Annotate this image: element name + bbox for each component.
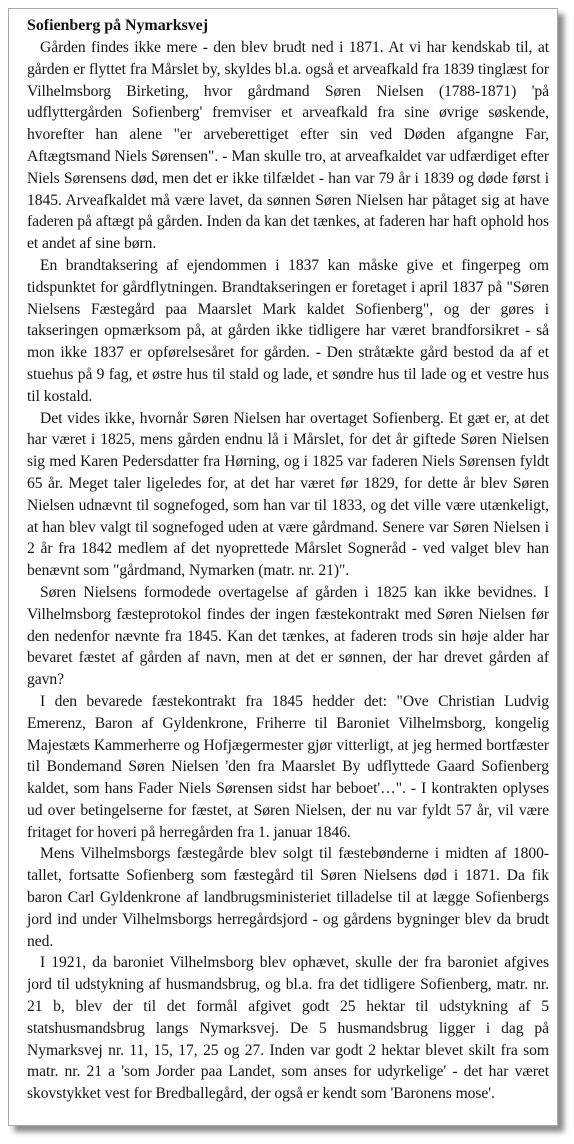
article-body	[27, 15, 549, 1105]
paragraph-5: I den bevarede fæstekontrakt fra 1845 hedder det: "Ove Christian Ludvig Emerenz, Baron af Gyldenkrone, Friherre til Baroniet Vilhelmsborg, kongelig Majestæts Kammerherre og Hofjægermester gjør vitterligt, at jeg hermed bortfæster til Bondemand Søren Nielsen 'den fra Maarslet By udflyttede Gaard Sofienberg kaldet, som hans Fader Niels Sørensen sidst har beboet'…". - I kontrakten oplyses ud over betingelserne for fæstet, at Søren Nielsen, der nu var fyldt 57 år, vil være fritaget for hoveri på herregården fra 1. januar 1846.	[27, 692, 549, 841]
paragraph-6: Mens Vilhelmsborgs fæstegårde blev solgt til fæstebønderne i midten af 1800-tallet, fortsatte Sofienberg som fæstegård til Søren Nielsens død i 1871. Da fik baron Carl Gyldenkrone af landbrugsministeriet tilladelse til at lægge Sofienbergs jord ind under Vilhelmsborgs herregårdsjord - og gårdens bygninger blev da brudt ned.	[27, 845, 549, 950]
paragraph-1: Gården findes ikke mere - den blev brudt ned i 1871. At vi har kendskab til, at gården er flyttet fra Mårslet by, skyldes bl.a. også et arveafkald fra 1839 tinglæst for Vilhelmsborg Birketing, hvor gårdmand Søren Nielsen (1788-1871) 'på udflyttergården Sofienberg' fremviser et arveafkald fra sine øvrige søskende, hvorefter han alene "er arveberettiget efter sin ved Døden afgangne Far, Aftægtsmand Niels Sørensen". - Man skulle tro, at arveafkaldet var udfærdiget efter Niels Sørensens død, men det er ikke tilfældet - han var 79 år i 1839 og døde først i 1845. Arveafkaldet må være lavet, da sønnen Søren Nielsen har påtaget sig at have faderen på aftægt på gården. Inden da kan det tænkes, at faderen har haft ophold hos et andet af sine børn.	[27, 39, 549, 253]
article-title: Sofienberg på Nymarksvej	[27, 17, 209, 34]
paragraph-4: Søren Nielsens formodede overtagelse af gården i 1825 kan ikke bevidnes. I Vilhelmsborg fæsteprotokol findes der ingen fæstekontrakt med Søren Nielsen før den nedenfor nævnte fra 1845. Kan det tænkes, at faderen trods sin høje alder har bevaret fæstet af gården af navn, men at det er sønnen, der har drevet gården af gavn?	[27, 583, 549, 689]
paragraph-2: En brandtaksering af ejendommen i 1837 kan måske give et fingerpeg om tidspunktet for gårdflytningen. Brandtakseringen er foretaget i april 1837 på "Søren Nielsens Fæstegård paa Maarslet Mark kaldet Sofienberg", og der gøres i takseringen opmærksom på, at gården ikke tidligere har været brandforsikret - så mon ikke 1837 er opførelsesåret for gården. - Den stråtækte gård bestod da af et stuehus på 9 fag, et østre hus til stald og lade, et søndre hus til lade og et vestre hus til kostald.	[27, 256, 549, 405]
article-frame	[8, 8, 558, 1126]
paragraph-3: Det vides ikke, hvornår Søren Nielsen har overtaget Sofienberg. Et gæt er, at det har været i 1825, mens gården endnu lå i Mårslet, for det år giftede Søren Nielsen sig med Karen Pedersdatter fra Hørning, og i 1825 var faderen Niels Sørensen fyldt 65 år. Meget taler ligeledes for, at det har været før 1829, for dette år blev Søren Nielsen udnævnt til sognefoged, som han var til 1833, og det ville være utænkeligt, at han blev valgt til sognefoged uden at være gårdmand. Senere var Søren Nielsen i 2 år fra 1842 medlem af det nyoprettede Mårslet Sogneråd - ved valget blev han benævnt som "gårdmand, Nymarken (matr. nr. 21)".	[27, 409, 549, 580]
paragraph-7: I 1921, da baroniet Vilhelmsborg blev ophævet, skulle der fra baroniet afgives jord til udstykning af husmandsbrug, og bl.a. fra det tidligere Sofienberg, matr. nr. 21 b, blev der til det formål afgivet godt 25 hektar til udstykning af 5 statshusmandsbrug langs Nymarksvej. De 5 husmandsbrug ligger i dag på Nymarksvej nr. 11, 15, 17, 25 og 27. Inden var godt 2 hektar blevet skilt fra som matr. nr. 21 a 'som Jorder paa Landet, som anses for udyrkelige' - det har været skovstykket vest for Bredballegård, der også er kendt som 'Baronens mose'.	[27, 954, 549, 1103]
